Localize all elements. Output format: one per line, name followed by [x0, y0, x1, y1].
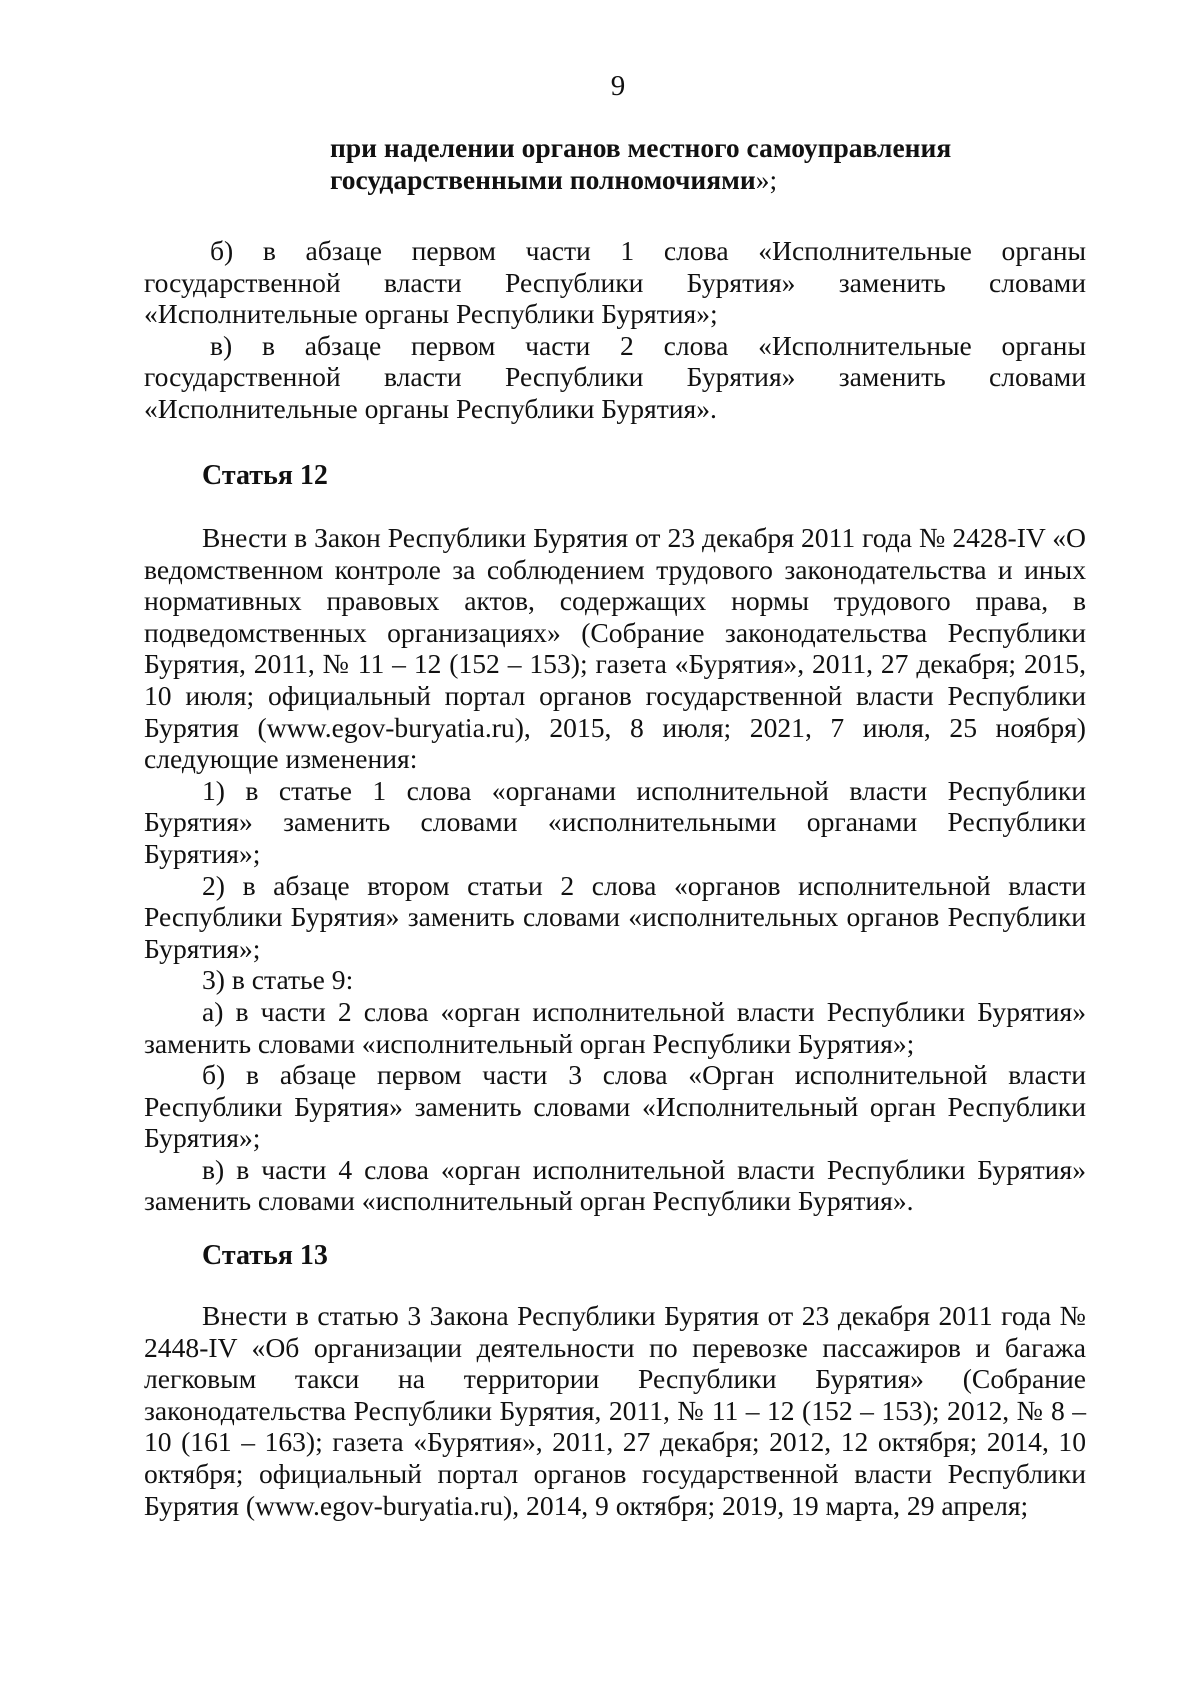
article-12-item: б) в абзаце первом части 3 слова «Орган исполнительной власти Республики Бурятия» заменить словами «Исполнительный орган Республики Бурятия»;	[144, 1059, 1086, 1154]
article-13-body	[144, 1300, 1086, 1521]
continuation-heading	[330, 132, 1090, 196]
article-12-heading: Статья 12	[202, 460, 328, 491]
continuation-bold-line-1: при наделении органов местного самоуправления	[330, 132, 952, 163]
article-12-item: 2) в абзаце втором статьи 2 слова «органов исполнительной власти Республики Бурятия» заменить словами «исполнительных органов Республики Бурятия»;	[144, 869, 1086, 964]
article-12-body	[144, 522, 1086, 1217]
continuation-bold-line-2: государственными полномочиями	[330, 164, 756, 195]
article-13-heading: Статья 13	[202, 1240, 328, 1271]
article-12-item: а) в части 2 слова «орган исполнительной власти Республики Бурятия» заменить словами «исполнительный орган Республики Бурятия»;	[144, 995, 1086, 1059]
continuation-line-2	[330, 164, 1090, 196]
article-12-item: 1) в статье 1 слова «органами исполнительной власти Республики Бурятия» заменить словами «исполнительными органами Республики Бурятия»;	[144, 774, 1086, 869]
article-13-intro: Внести в статью 3 Закона Республики Бурятия от 23 декабря 2011 года № 2448-IV «Об организации деятельности по перевозке пассажиров и багажа легковым такси на территории Республики Бурятия» (Собрание законодательства Республики Бурятия, 2011, № 11 – 12 (152 – 153); 2012, № 8 – 10 (161 – 163); газета «Бурятия», 2011, 27 декабря; 2012, 12 октября; 2014, 10 октября; официальный портал органов государственной власти Республики Бурятия (www.egov-buryatia.ru), 2014, 9 октября; 2019, 19 марта, 29 апреля;	[144, 1300, 1086, 1521]
article-12-item: в) в части 4 слова «орган исполнительной власти Республики Бурятия» заменить словами «исполнительный орган Республики Бурятия».	[144, 1153, 1086, 1217]
article-12-item: 3) в статье 9:	[202, 964, 354, 996]
amendment-b: б) в абзаце первом части 1 слова «Исполнительные органы государственной власти Республики Бурятия» заменить словами «Исполнительные органы Республики Бурятия»;	[144, 235, 1086, 330]
article-12-intro: Внести в Закон Республики Бурятия от 23 декабря 2011 года № 2428-IV «О ведомственном контроле за соблюдением трудового законодательства и иных нормативных правовых актов, содержащих нормы трудового права, в подведомственных организациях» (Собрание законодательства Республики Бурятия, 2011, № 11 – 12 (152 – 153); газета «Бурятия», 2011, 27 декабря; 2015, 10 июля; официальный портал органов государственной власти Республики Бурятия (www.egov-buryatia.ru), 2015, 8 июля; 2021, 7 июля, 25 ноября) следующие изменения:	[144, 522, 1086, 775]
continuation-tail: »;	[755, 164, 778, 195]
page-number: 9	[610, 70, 626, 102]
amendments-top	[144, 235, 1086, 425]
amendment-v: в) в абзаце первом части 2 слова «Исполнительные органы государственной власти Республики Бурятия» заменить словами «Исполнительные органы Республики Бурятия».	[144, 329, 1086, 424]
